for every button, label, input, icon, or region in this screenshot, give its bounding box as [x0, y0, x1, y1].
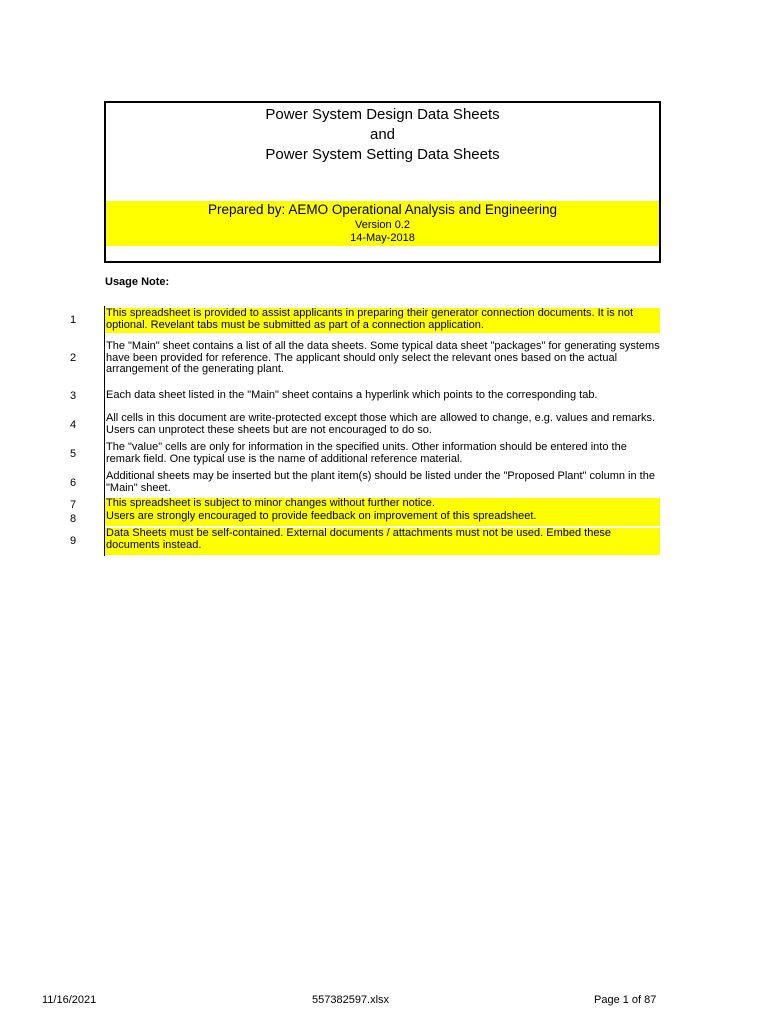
note-number: 9 [69, 535, 77, 547]
note-text: All cells in this document are write-protected except those which are allowed to change, e.g. values and remarks. Users can unprotect these sheets but are not encouraged to do so. [106, 412, 656, 436]
version-label: Version 0.2 [354, 219, 411, 231]
note-number: 6 [69, 477, 77, 489]
note-number: 2 [69, 352, 77, 364]
note-text: Each data sheet listed in the "Main" sheet contains a hyperlink which points to the corresponding tab. [106, 389, 598, 401]
title-box [104, 101, 661, 263]
note-text: Users are strongly encouraged to provide feedback on improvement of this spreadsheet. [105, 511, 660, 526]
title-line-3: Power System Setting Data Sheets [265, 146, 500, 163]
note-text: This spreadsheet is subject to minor changes without further notice. [105, 498, 660, 511]
document-date: 14-May-2018 [350, 232, 415, 244]
note-number: 1 [69, 314, 77, 326]
prepared-by-band [106, 201, 659, 246]
title-line-2: and [369, 126, 396, 143]
note-text: Additional sheets may be inserted but the plant item(s) should be listed under the "Proposed Plant" column in the "Main" sheet. [106, 470, 655, 494]
note-text: Data Sheets must be self-contained. External documents / attachments must not be used. Embed these documents instead. [105, 528, 660, 555]
prepared-by: Prepared by: AEMO Operational Analysis and Engineering [208, 202, 557, 217]
title-line-1: Power System Design Data Sheets [265, 106, 500, 123]
usage-note-heading: Usage Note: [105, 276, 170, 288]
note-text: The "value" cells are only for information in the specified units. Other information should be entered into the remark field. One typical use is the name of additional reference material. [106, 441, 627, 465]
note-text: The "Main" sheet contains a list of all the data sheets. Some typical data sheet "packages" for generating systems have been provided for reference. The applicant should only select the relevant ones based on the actual arrangement of the generating plant. [106, 340, 660, 375]
note-number: 4 [69, 419, 77, 431]
footer-date: 11/16/2021 [42, 994, 97, 1006]
note-number: 8 [69, 513, 77, 525]
note-number: 7 [69, 499, 77, 511]
note-text: This spreadsheet is provided to assist applicants in preparing their generator connection documents. It is not optional. Revelant tabs must be submitted as part of a connection application. [105, 308, 660, 333]
footer-filename: 557382597.xlsx [312, 994, 390, 1006]
footer-page-number: Page 1 of 87 [594, 994, 657, 1006]
note-number: 3 [69, 390, 77, 402]
note-number: 5 [69, 448, 77, 460]
